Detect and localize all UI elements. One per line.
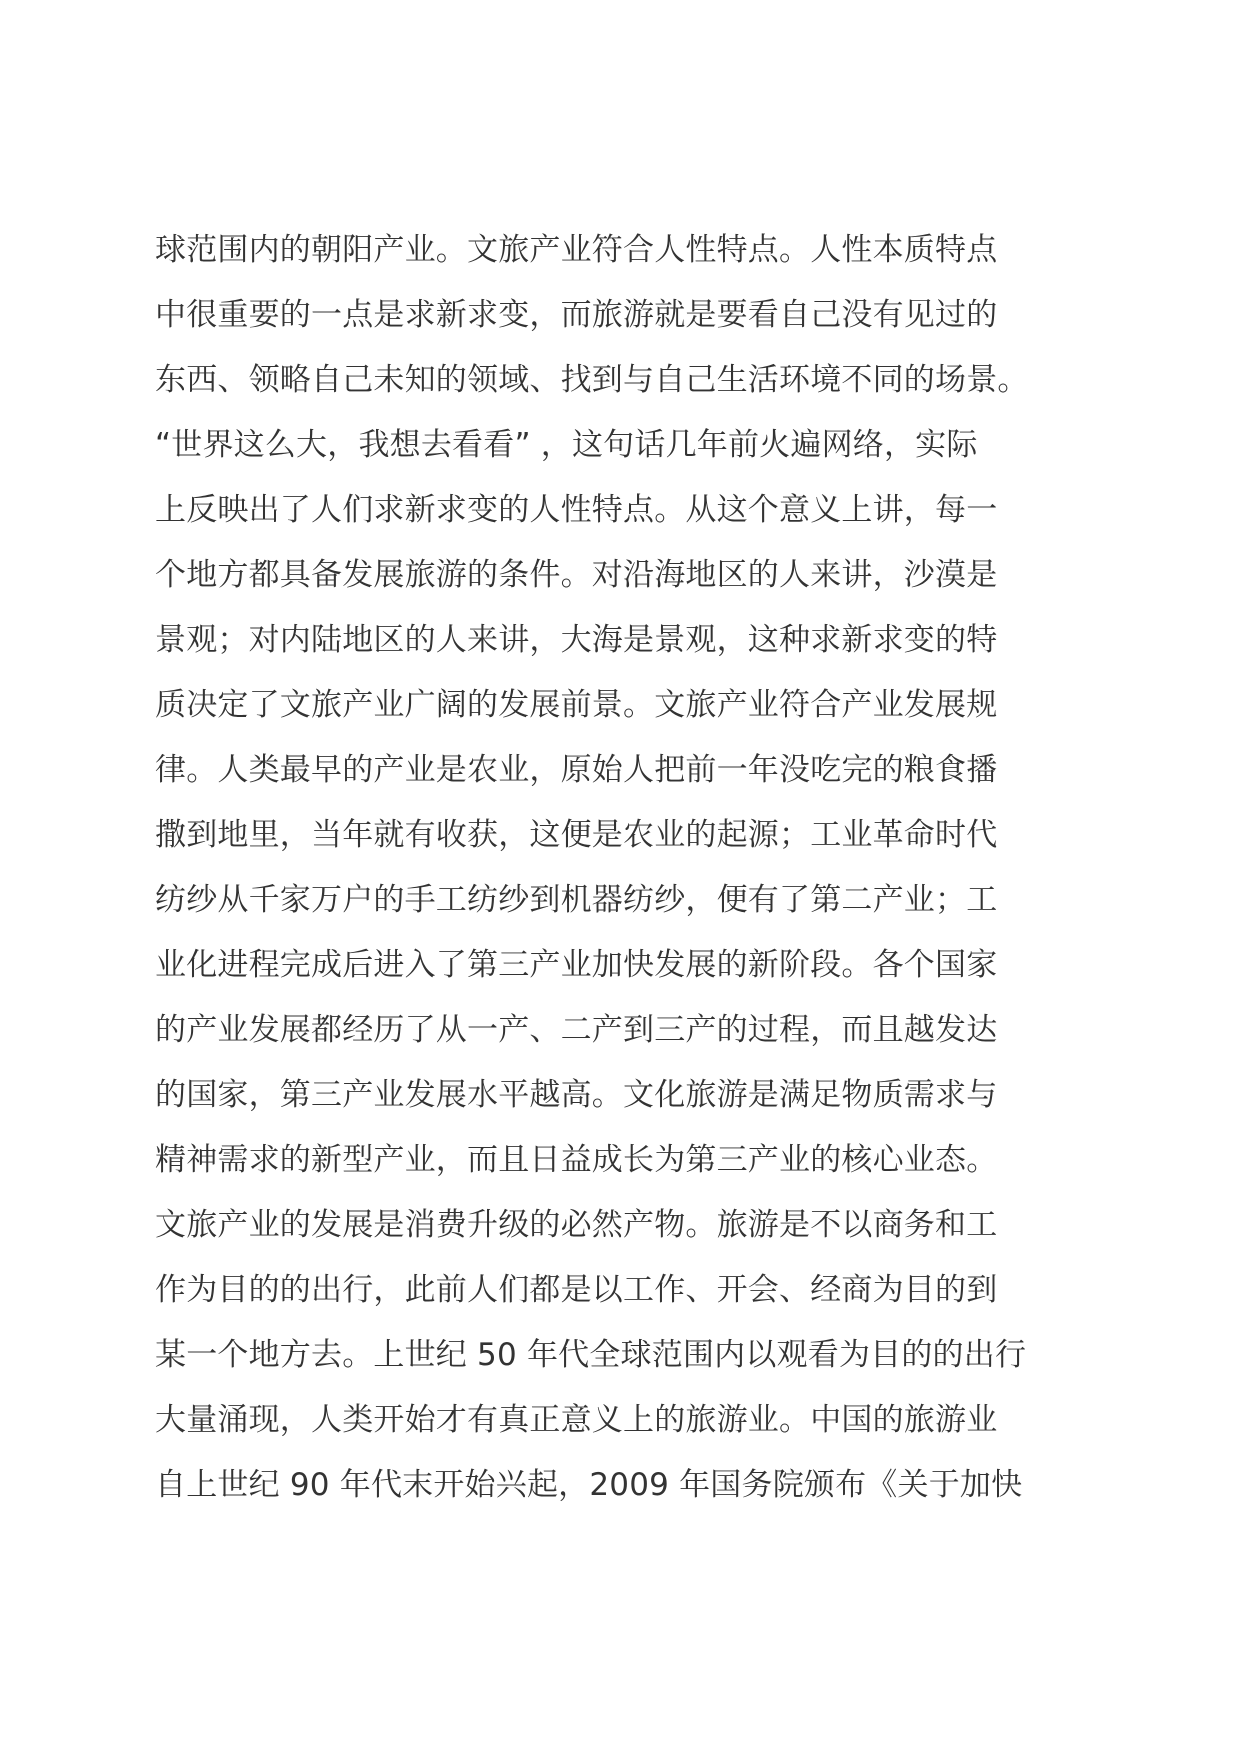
text-line: 自上世纪 90 年代末开始兴起，2009 年国务院颁布《关于加快: [155, 1467, 1023, 1503]
text-line: 精神需求的新型产业，而且日益成长为第三产业的核心业态。: [155, 1142, 998, 1178]
text-line: 业化进程完成后进入了第三产业加快发展的新阶段。各个国家: [155, 947, 998, 983]
text-line: 上反映出了人们求新求变的人性特点。从这个意义上讲，每一: [155, 492, 998, 528]
text-line: 纺纱从千家万户的手工纺纱到机器纺纱，便有了第二产业；工: [155, 882, 998, 918]
text-line: 景观；对内陆地区的人来讲，大海是景观，这种求新求变的特: [155, 622, 998, 658]
text-line: 某一个地方去。上世纪 50 年代全球范围内以观看为目的的出行: [155, 1337, 1027, 1373]
text-line: 的国家，第三产业发展水平越高。文化旅游是满足物质需求与: [155, 1077, 998, 1113]
text-line: 个地方都具备发展旅游的条件。对沿海地区的人来讲，沙漠是: [155, 557, 998, 593]
text-line: 东西、领略自己未知的领域、找到与自己生活环境不同的场景。: [155, 362, 1029, 398]
text-line: 中很重要的一点是求新求变，而旅游就是要看自己没有见过的: [155, 297, 998, 333]
text-line: 质决定了文旅产业广阔的发展前景。文旅产业符合产业发展规: [155, 687, 998, 723]
body-text: [155, 218, 1095, 1518]
text-line: “世界这么大，我想去看看” ，这句话几年前火遍网络，实际: [155, 427, 978, 463]
text-line: 的产业发展都经历了从一产、二产到三产的过程，而且越发达: [155, 1012, 998, 1048]
text-line: 球范围内的朝阳产业。文旅产业符合人性特点。人性本质特点: [155, 232, 998, 268]
text-line: 律。人类最早的产业是农业，原始人把前一年没吃完的粮食播: [155, 752, 998, 788]
text-line: 撒到地里，当年就有收获，这便是农业的起源；工业革命时代: [155, 817, 998, 853]
text-line: 大量涌现，人类开始才有真正意义上的旅游业。中国的旅游业: [155, 1402, 998, 1438]
text-line: 文旅产业的发展是消费升级的必然产物。旅游是不以商务和工: [155, 1207, 998, 1243]
text-line: 作为目的的出行，此前人们都是以工作、开会、经商为目的到: [155, 1272, 998, 1308]
